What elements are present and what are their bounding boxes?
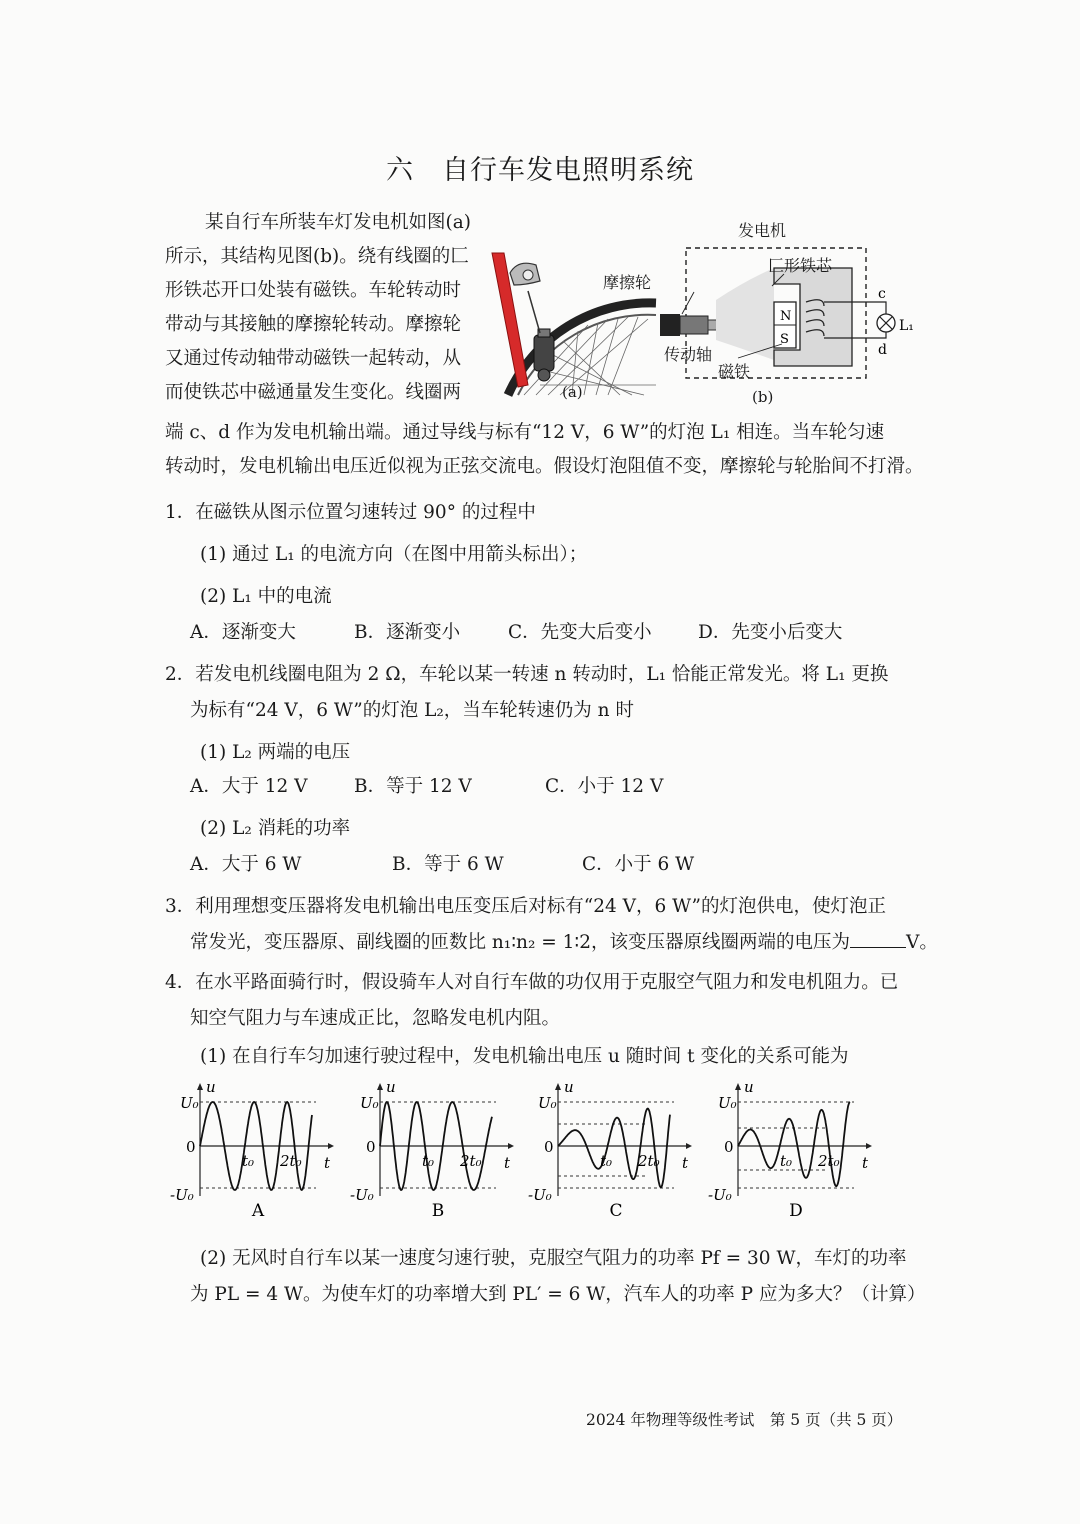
q3-line2-text: 常发光，变压器原、副线圈的匝数比 n₁∶n₂ = 1∶2，该变压器原线圈两端的电压为 [190, 932, 850, 953]
q1-sub1: (1) 通过 L₁ 的电流方向（在图中用箭头标出）； [200, 544, 588, 565]
terminal-c: c [878, 286, 886, 302]
q4-sub1: (1) 在自行车匀加速行驶过程中，发电机输出电压 u 随时间 t 变化的关系可能为 [200, 1046, 849, 1067]
graph-option-label[interactable]: C [609, 1201, 623, 1220]
q2-sub2-option-c[interactable]: C．小于 6 W [582, 854, 695, 875]
axis-label-t: t [324, 1154, 331, 1172]
label-u0: U₀ [180, 1094, 199, 1112]
label-2t0: 2t₀ [280, 1152, 302, 1170]
generator-label: 发电机 [738, 221, 787, 240]
core-label: 匚形铁芯 [768, 256, 833, 275]
q3-line1: 3．利用理想变压器将发电机输出电压变压后对标有“24 V，6 W”的灯泡供电，使灯泡正 [165, 896, 886, 917]
q4-sub2-line2: 为 PL = 4 W。为使车灯的功率增大到 PL′ = 6 W，汽车人的功率 P 应为多大？（计算） [190, 1284, 926, 1305]
label-t0: t₀ [422, 1152, 435, 1170]
axis-label-u: u [744, 1080, 754, 1096]
section-title: 六 自行车发电照明系统 [386, 155, 694, 186]
axis-label-t: t [504, 1154, 511, 1172]
q1-option-c[interactable]: C．先变大后变小 [508, 622, 652, 643]
q2-sub2-option-b[interactable]: B．等于 6 W [392, 854, 504, 875]
axis-label-t: t [682, 1154, 689, 1172]
q2-sub2-option-a[interactable]: A．大于 6 W [190, 854, 302, 875]
q1-option-d[interactable]: D．先变小后变大 [698, 622, 843, 643]
graph-a[interactable] [170, 1080, 340, 1220]
magnet-label: 磁铁 [718, 362, 751, 381]
graph-option-label[interactable]: A [251, 1201, 265, 1220]
label-t0: t₀ [242, 1152, 255, 1170]
intro-line-6: 而使铁芯中磁通量发生变化。线圈两 [165, 382, 462, 403]
label-u0: U₀ [718, 1094, 737, 1112]
intro-line-2: 所示，其结构见图(b)。绕有线圈的匚 [165, 246, 469, 267]
shaft-label: 传动轴 [664, 345, 713, 364]
q2-sub2: (2) L₂ 消耗的功率 [200, 818, 351, 839]
page-footer: 2024 年物理等级性考试 第 5 页（共 5 页） [586, 1411, 903, 1429]
label-2t0: 2t₀ [638, 1152, 660, 1170]
intro-line-5: 又通过传动轴带动磁铁一起转动，从 [165, 348, 462, 369]
q3-answer-blank[interactable] [850, 929, 906, 948]
q2-stem-line1: 2．若发电机线圈电阻为 2 Ω，车轮以某一转速 n 转动时，L₁ 恰能正常发光。将 L₁ 更换 [165, 664, 889, 685]
label-2t0: 2t₀ [818, 1152, 840, 1170]
q3-line2 [190, 928, 938, 954]
q2-sub1: (1) L₂ 两端的电压 [200, 742, 351, 763]
q1-option-a[interactable]: A．逐渐变大 [190, 622, 296, 643]
q1-option-b[interactable]: B．逐渐变小 [354, 622, 461, 643]
q2-sub1-option-a[interactable]: A．大于 12 V [190, 776, 308, 797]
graph-c[interactable] [528, 1080, 698, 1220]
label-neg-u0: -U₀ [350, 1186, 374, 1204]
intro-line-7: 端 c、d 作为发电机输出端。通过导线与标有“12 V，6 W”的灯泡 L₁ 相连。当车轮匀速 [165, 422, 885, 443]
graph-option-label[interactable]: D [789, 1201, 803, 1220]
label-zero: 0 [186, 1138, 196, 1156]
figure-a-bicycle-generator [488, 245, 658, 405]
label-neg-u0: -U₀ [708, 1186, 732, 1204]
graph-d[interactable] [708, 1080, 878, 1220]
axis-label-u: u [206, 1080, 216, 1096]
axis-label-t: t [862, 1154, 869, 1172]
figure-a-caption: (a) [562, 383, 583, 401]
waveform-curve [558, 1109, 670, 1188]
label-neg-u0: -U₀ [528, 1186, 552, 1204]
figure-b-caption: (b) [752, 388, 774, 406]
waveform-curve [738, 1102, 850, 1186]
q4-line2: 知空气阻力与车速成正比，忽略发电机内阻。 [190, 1008, 561, 1029]
friction-wheel-label: 摩擦轮 [603, 273, 652, 292]
q1-stem: 1．在磁铁从图示位置匀速转过 90° 的过程中 [165, 502, 536, 523]
axis-label-u: u [386, 1080, 396, 1096]
label-zero: 0 [366, 1138, 376, 1156]
axis-label-u: u [564, 1080, 574, 1096]
label-u0: U₀ [538, 1094, 557, 1112]
magnet-n-pole: N [780, 309, 792, 324]
magnet-s-pole: S [780, 332, 789, 347]
label-t0: t₀ [780, 1152, 793, 1170]
label-2t0: 2t₀ [460, 1152, 482, 1170]
lamp-l1-label: L₁ [899, 318, 914, 334]
label-t0: t₀ [600, 1152, 613, 1170]
q2-sub1-option-c[interactable]: C．小于 12 V [545, 776, 664, 797]
label-u0: U₀ [360, 1094, 379, 1112]
label-zero: 0 [544, 1138, 554, 1156]
q2-sub1-option-b[interactable]: B．等于 12 V [354, 776, 472, 797]
intro-line-4: 带动与其接触的摩擦轮转动。摩擦轮 [165, 314, 462, 335]
intro-line-8: 转动时，发电机输出电压近似视为正弦交流电。假设灯泡阻值不变，摩擦轮与轮胎间不打滑。 [165, 456, 924, 477]
q3-unit: V。 [905, 932, 938, 953]
graph-b[interactable] [350, 1080, 520, 1220]
terminal-d: d [878, 342, 887, 358]
q2-stem-line2: 为标有“24 V，6 W”的灯泡 L₂，当车轮转速仍为 n 时 [190, 700, 634, 721]
graph-option-label[interactable]: B [431, 1201, 445, 1220]
label-zero: 0 [724, 1138, 734, 1156]
q4-line1: 4．在水平路面骑行时，假设骑车人对自行车做的功仅用于克服空气阻力和发电机阻力。已 [165, 972, 899, 993]
q4-sub2-line1: (2) 无风时自行车以某一速度匀速行驶，克服空气阻力的功率 Pf = 30 W，车灯的功率 [200, 1248, 907, 1269]
intro-line-3: 形铁芯开口处装有磁铁。车轮转动时 [165, 280, 462, 301]
intro-line-1: 某自行车所装车灯发电机如图(a) [205, 212, 471, 233]
q1-sub2: (2) L₁ 中的电流 [200, 586, 332, 607]
label-neg-u0: -U₀ [170, 1186, 194, 1204]
